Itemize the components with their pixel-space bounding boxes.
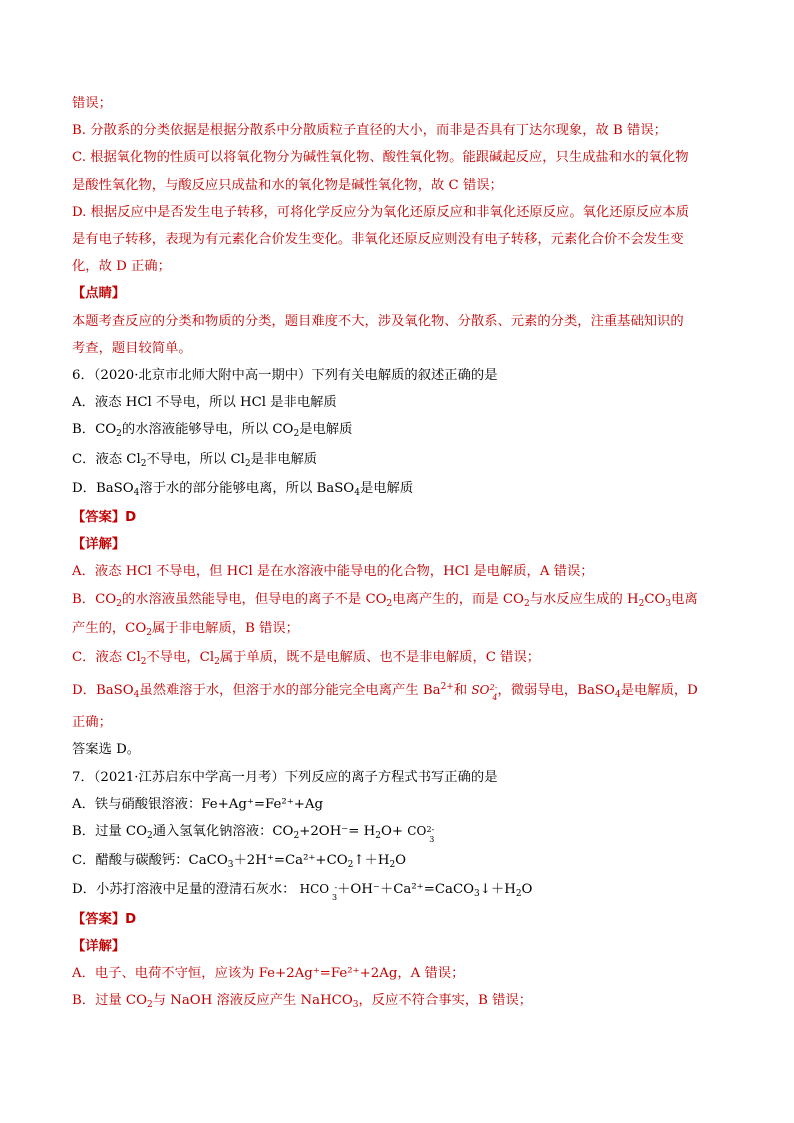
detail-heading-6: 【详解】 xyxy=(72,537,126,553)
text-line: D．BaSO$_4$虽然难溶于水，但溶于水的部分能完全电离产生 $Ba^{2+}$和 SO 2- 4 ，微弱导电，BaSO$_4$是电解质，D xyxy=(72,673,722,709)
answer-heading-6: 【答案】D xyxy=(72,510,137,526)
bicarbonate-ion-formula: HCO - 3 xyxy=(299,882,338,903)
carbonate-ion-formula: CO 2- 3 xyxy=(407,824,435,845)
answer-heading-7: 【答案】D xyxy=(72,911,137,927)
sulfate-ion-formula: SO 2- 4 xyxy=(471,683,498,703)
question-7-stem: 7．（2021·江苏启东中学高一月考）下列反应的离子方程式书写正确的是 xyxy=(72,769,498,785)
question-6-option-b: B．$CO_2$的水溶液能够导电，所以 $CO_2$是电解质 xyxy=(72,422,353,440)
text-line: A．液态 HCl 不导电，但 HCl 是在水溶液中能导电的化合物，HCl 是电解质，A 错误； xyxy=(72,564,594,580)
question-7-option-c: C．醋酸与碳酸钙：$CaCO_3+2H^+=Ca^{2+}+CO_2↑+H_2O$ xyxy=(72,853,407,871)
text-line: 答案选 D。 xyxy=(72,742,141,758)
question-7-option-d: D．小苏打溶液中足量的澄清石灰水： HCO - 3 $+OH^-+Ca^{2+}=CaCO_3↓+H_2O$ xyxy=(72,876,722,905)
text-line: 产生的，$CO_2$属于非电解质，B 错误； xyxy=(72,620,299,638)
text-line: C．液态 $Cl_2$不导电，$Cl_2$属于单质，既不是电解质、也不是非电解质，C 错误； xyxy=(72,650,541,668)
text-line: 错误； xyxy=(72,96,112,111)
text-line: C. 根据氧化物的性质可以将氧化物分为碱性氧化物、酸性氧化物。能跟碱起反应，只生成盐和水的氧化物 xyxy=(72,150,689,166)
document-content xyxy=(72,90,722,1017)
question-6-stem: 6．（2020·北京市北师大附中高一期中）下列有关电解质的叙述正确的是 xyxy=(72,368,498,384)
question-7-option-b: B．过量 $CO_2$通入氢氧化钠溶液：$CO_2+2OH^-= H_2O+$ CO 2- 3 xyxy=(72,818,722,847)
text-line: B．过量 $CO_2$与 NaOH 溶液反应产生 NaHCO$_3$，反应不符合事实，B 错误； xyxy=(72,993,533,1011)
question-6-option-a: A．液态 HCl 不导电，所以 HCl 是非电解质 xyxy=(72,395,337,411)
text-line: 本题考查反应的分类和物质的分类，题目难度不大，涉及氧化物、分散系、元素的分类，注重基础知识的 xyxy=(72,313,684,329)
text-line: B．$CO_2$的水溶液虽然能导电，但导电的离子不是 $CO_2$电离产生的，而是 $CO_2$与水反应生成的 $H_2CO_3$电离 xyxy=(72,591,698,609)
text-line: 考查，题目较简单。 xyxy=(72,340,192,356)
question-7-option-a: A．铁与硝酸银溶液：Fe+Ag⁺=Fe²⁺+Ag xyxy=(72,796,324,812)
question-6-option-d: D．BaSO$_4$溶于水的部分能够电离，所以 BaSO$_4$是电解质 xyxy=(72,480,414,498)
text-line: 是有电子转移，表现为有元素化合价发生变化。非氧化还原反应则没有电子转移，元素化合价不会发生变 xyxy=(72,232,684,248)
text-line: 是酸性氧化物，与酸反应只成盐和水的氧化物是碱性氧化物，故 C 错误； xyxy=(72,177,503,193)
text-line: 化，故 D 正确； xyxy=(72,259,171,275)
section-heading-dianjing: 【点睛】 xyxy=(72,286,126,302)
text-line: 正确； xyxy=(72,715,112,731)
detail-heading-7: 【详解】 xyxy=(72,938,126,954)
question-6-option-c: C．液态 $Cl_2$不导电，所以 $Cl_2$是非电解质 xyxy=(72,451,318,469)
text-line: A．电子、电荷不守恒，应该为 Fe+2Ag⁺=Fe²⁺+2Ag，A 错误； xyxy=(72,966,465,982)
text-line: D. 根据反应中是否发生电子转移，可将化学反应分为氧化还原反应和非氧化还原反应。氧化还原反应本质 xyxy=(72,204,689,220)
text-line: B. 分散系的分类依据是根据分散系中分散质粒子直径的大小，而非是否具有丁达尔现象，故 B 错误； xyxy=(72,123,667,139)
